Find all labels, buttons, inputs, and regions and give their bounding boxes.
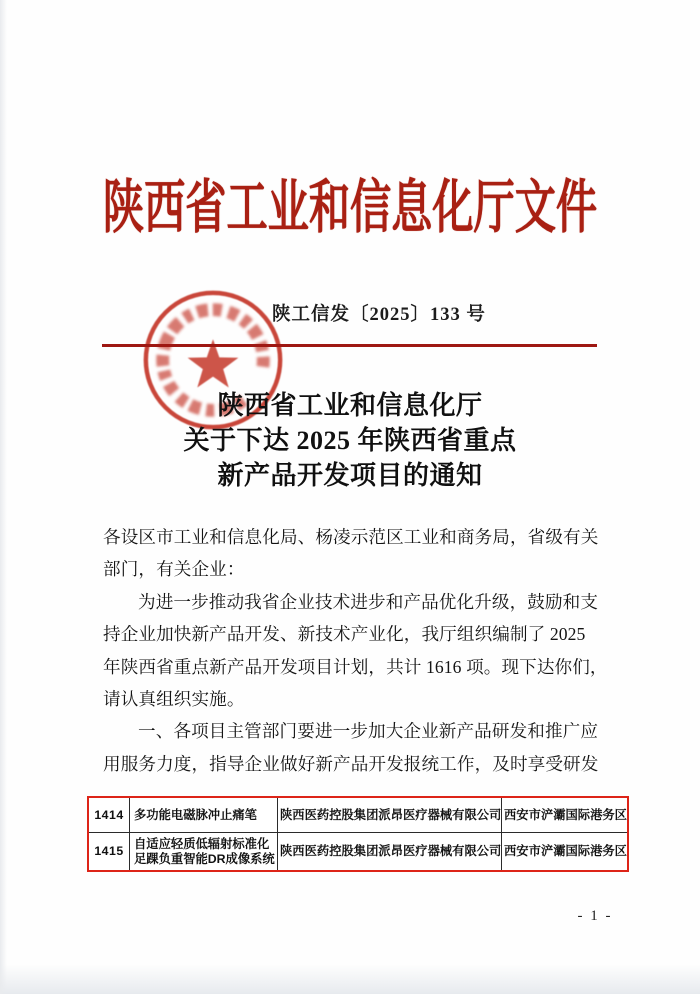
district-cell: 西安市浐灞国际港务区: [504, 844, 627, 859]
serial-cell: 1415: [89, 833, 130, 870]
masthead-title: [0, 168, 700, 248]
projects-table: [87, 796, 629, 872]
body-line: 各设区市工业和信息化局、杨凌示范区工业和商务局，省级有关: [103, 527, 599, 547]
body-paragraphs: [103, 521, 608, 780]
product-line: 自适应轻质低辐射标准化: [134, 837, 270, 851]
red-separator-line: [102, 344, 597, 347]
page-number: - 1 -: [577, 908, 613, 924]
product-cell: [130, 833, 278, 870]
notice-title-line: 关于下达 2025 年陕西省重点: [183, 426, 517, 455]
company-cell: 陕西医药控股集团派昂医疗器械有限公司: [278, 833, 502, 870]
body-line: 年陕西省重点新产品开发项目计划，共计 1616 项。现下达你们，: [103, 656, 608, 677]
body-line: 持企业加快新产品开发、新技术产业化，我厅组织编制了 2025: [103, 624, 586, 645]
company-cell: 陕西医药控股集团派昂医疗器械有限公司: [278, 798, 502, 833]
body-line: 请认真组织实施。: [103, 689, 245, 710]
notice-title-line: 新产品开发项目的通知: [217, 461, 483, 490]
masthead-title-text: 陕西省工业和信息化厅文件: [102, 175, 598, 240]
body-line: 一、各项目主管部门要进一步加大企业新产品研发和推广应: [138, 721, 599, 742]
body-line: 用服务力度，指导企业做好新产品开发报统工作，及时享受研发: [103, 753, 599, 774]
body-line: 为进一步推动我省企业技术进步和产品优化升级，鼓励和支: [138, 591, 599, 612]
product-line: 足踝负重智能DR成像系统: [134, 851, 275, 866]
product-cell: [130, 798, 278, 833]
notice-title-line: 陕西省工业和信息化厅: [217, 391, 483, 420]
notice-title: [0, 388, 700, 493]
document-number: 陕工信发〔2025〕133 号: [272, 305, 486, 325]
district-cell: 西安市浐灞国际港务区: [502, 798, 627, 833]
serial-cell: 1414: [89, 798, 130, 833]
product-line: 多功能电磁脉冲止痛笔: [134, 807, 257, 822]
body-line: 部门，有关企业：: [103, 559, 245, 580]
